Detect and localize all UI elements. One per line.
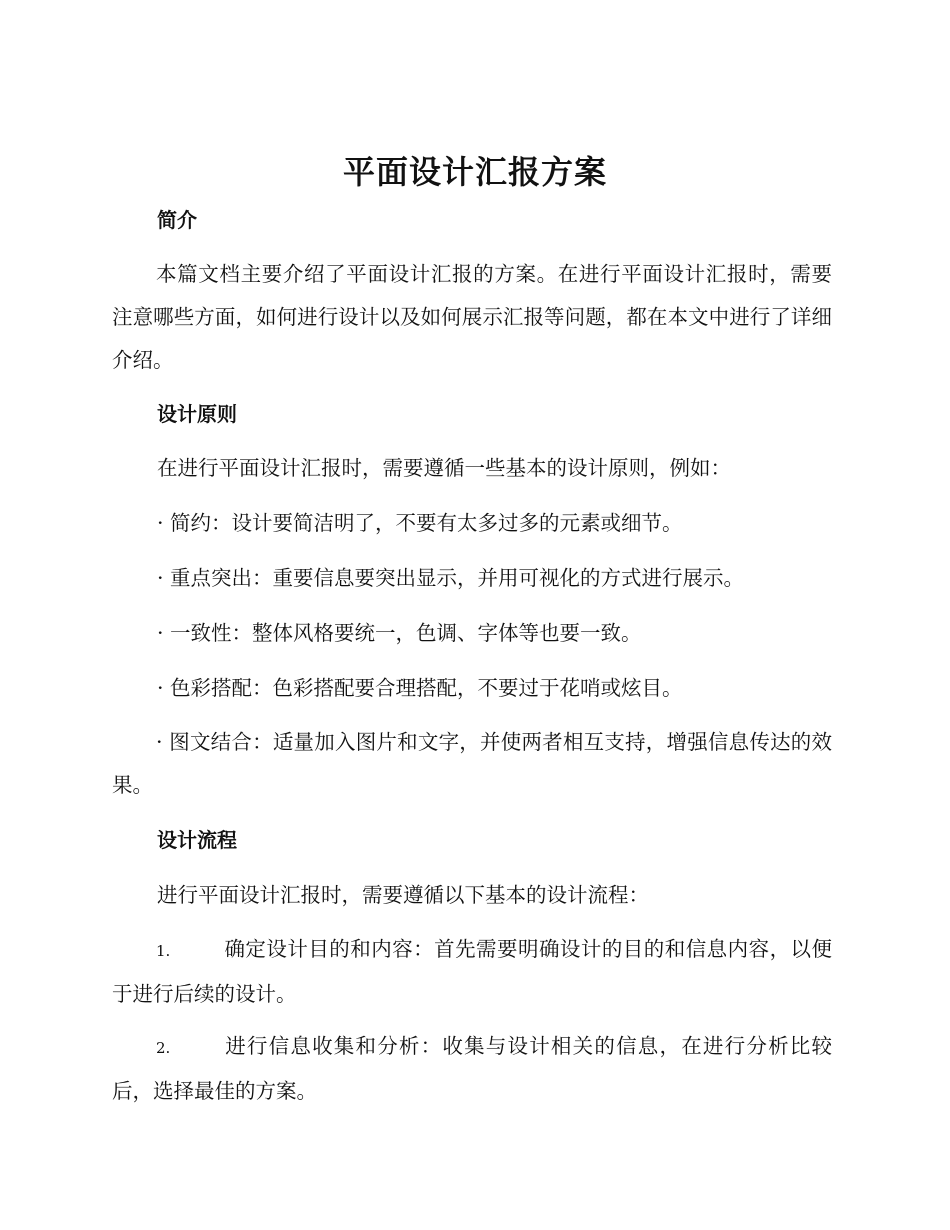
principle-bullet-item: · 图文结合：适量加入图片和文字，并使两者相互支持，增强信息传达的效果。 bbox=[112, 730, 832, 797]
step-text: 确定设计目的和内容：首先需要明确设计的目的和信息内容，以便于进行后续的设计。 bbox=[112, 937, 832, 1006]
document-title: 平面设计汇报方案 bbox=[342, 153, 607, 191]
step-number: 1. bbox=[156, 942, 171, 960]
step-number: 2. bbox=[156, 1039, 171, 1057]
intro-paragraph: 本篇文档主要介绍了平面设计汇报的方案。在进行平面设计汇报时，需要注意哪些方面，如何进行设计以及如何展示汇报等问题，都在本文中进行了详细介绍。 bbox=[112, 262, 832, 372]
principle-bullet-item: · 简约：设计要简洁明了，不要有太多过多的元素或细节。 bbox=[157, 511, 683, 535]
process-step-item bbox=[112, 1025, 832, 1113]
step-text: 进行信息收集和分析：收集与设计相关的信息，在进行分析比较后，选择最佳的方案。 bbox=[112, 1034, 832, 1103]
principle-bullet-item: · 色彩搭配：色彩搭配要合理搭配，不要过于花哨或炫目。 bbox=[157, 676, 683, 700]
section-heading-principles: 设计原则 bbox=[157, 402, 237, 426]
principle-bullet-item: · 重点突出：重要信息要突出显示，并用可视化的方式进行展示。 bbox=[157, 566, 745, 590]
process-lead-text: 进行平面设计汇报时，需要遵循以下基本的设计流程： bbox=[157, 883, 649, 907]
process-step-item bbox=[112, 928, 832, 1016]
principle-bullet-item: · 一致性：整体风格要统一，色调、字体等也要一致。 bbox=[157, 621, 642, 645]
principles-lead-text: 在进行平面设计汇报时，需要遵循一些基本的设计原则，例如： bbox=[157, 456, 731, 480]
section-heading-process: 设计流程 bbox=[157, 828, 237, 852]
section-heading-intro: 简介 bbox=[157, 208, 197, 232]
